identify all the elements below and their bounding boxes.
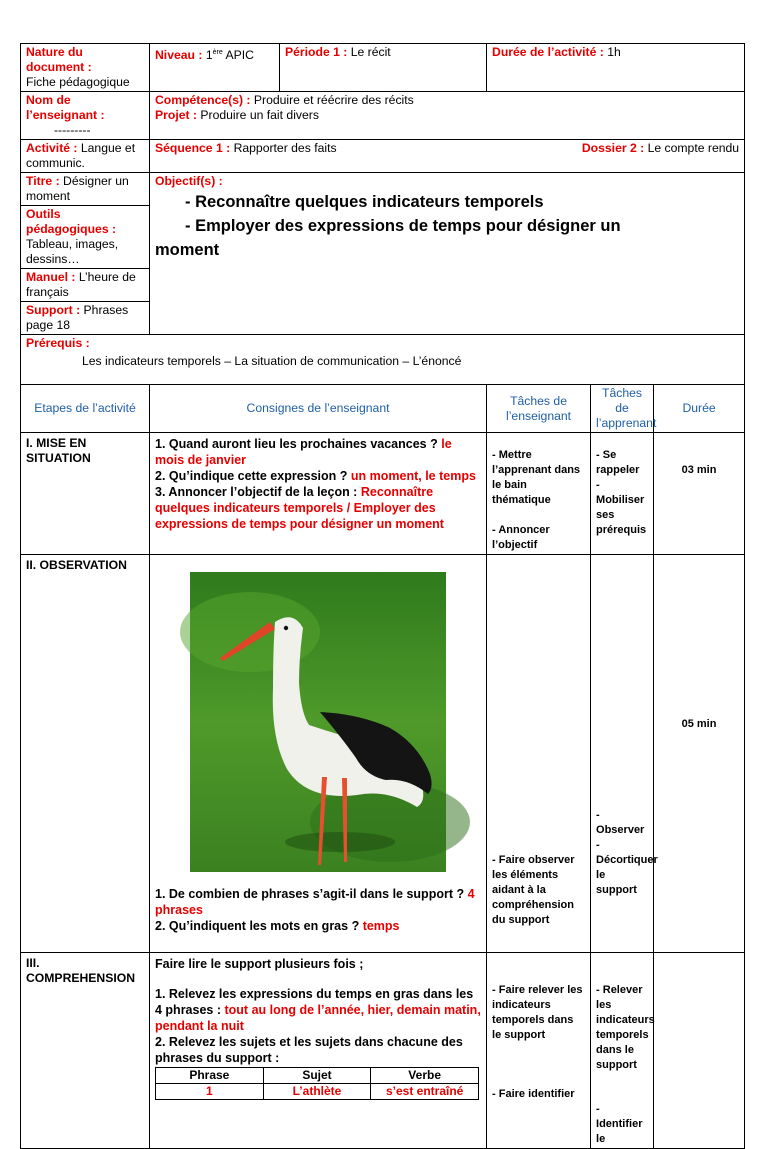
sequence-cell: [150, 140, 745, 173]
observation-app-1: - Observer: [596, 809, 645, 836]
niveau-sup: ère: [212, 49, 223, 56]
duree-activite-value: 1h: [607, 45, 621, 59]
sequence-value: Rapporter des faits: [233, 141, 337, 155]
mise-q2: 2. Qu’indique cette expression ?: [155, 469, 348, 483]
observation-taches-apprenant: [591, 555, 658, 953]
nature-label: Nature du document :: [26, 45, 92, 74]
support-cell: [21, 302, 150, 335]
observation-a2: temps: [362, 919, 400, 933]
comprehension-duree: [654, 953, 745, 1149]
objectifs-label: Objectif(s) :: [155, 174, 223, 188]
mise-taches-apprenant: [591, 433, 654, 555]
mise-q1: 1. Quand auront lieu les prochaines vacances ?: [155, 437, 438, 451]
mise-q3: 3. Annoncer l’objectif de la leçon :: [155, 485, 358, 499]
etape-mise: I. MISE EN SITUATION: [21, 433, 150, 555]
manuel-cell: [21, 269, 150, 302]
stork-photo: [190, 572, 446, 872]
col-taches-enseignant: Tâches de l’enseignant: [487, 385, 591, 433]
mise-app-2: - Mobiliser ses prérequis: [596, 479, 647, 536]
enseignant-value: ---------: [54, 123, 91, 137]
mise-consignes: [150, 433, 487, 555]
objectif-2-continued: moment: [155, 241, 220, 259]
mise-taches-enseignant: [487, 433, 591, 555]
comprehension-q1: 1. Relevez les expressions du temps en gras dans les 4 phrases :: [155, 987, 474, 1017]
dossier-label: Dossier 2 :: [581, 141, 645, 155]
comprehension-q2: 2. Relevez les sujets et les sujets dans chacune des phrases du support :: [155, 1035, 463, 1065]
comprehension-ens-1: - Faire relever les indicateurs temporels dans le support: [492, 984, 583, 1041]
etape-observation: II. OBSERVATION: [21, 555, 150, 953]
mise-a3: Reconnaître quelques indicateurs temporels / Employer des expressions de temps pour désigner un moment: [155, 485, 444, 531]
comprehension-ens-2: - Faire identifier: [492, 1088, 575, 1100]
manuel-label: Manuel :: [26, 270, 76, 284]
mise-duree: 03 min: [654, 433, 745, 555]
svt-row1-sujet: L’athlète: [263, 1084, 371, 1100]
periode-value: Le récit: [350, 45, 391, 59]
comprehension-taches-enseignant: [487, 953, 591, 1149]
activite-value: Langue et communic.: [26, 141, 136, 170]
outils-value: Tableau, images, dessins…: [26, 237, 119, 266]
col-etapes: Etapes de l’activité: [21, 385, 150, 433]
svt-header-phrase: Phrase: [156, 1068, 264, 1084]
enseignant-cell: [21, 92, 150, 140]
sequence-label: Séquence 1 :: [155, 141, 231, 155]
periode-label: Période 1 :: [285, 45, 348, 59]
lesson-table: [20, 43, 745, 1149]
nature-value: Fiche pédagogique: [26, 75, 130, 89]
lesson-sheet: [20, 43, 744, 1145]
subject-verb-table: [155, 1067, 479, 1100]
comprehension-a1: tout au long de l’année, hier, demain matin, pendant la nuit: [155, 1003, 481, 1033]
enseignant-label: Nom de l’enseignant :: [26, 93, 105, 122]
prerequis-value: Les indicateurs temporels – La situation de communication – L’énoncé: [82, 354, 462, 368]
svt-header-verbe: Verbe: [371, 1068, 479, 1084]
activite-cell: [21, 140, 150, 173]
competence-value: Produire et réécrire des récits: [253, 93, 414, 107]
svt-row1-verbe: s’est entraîné: [371, 1084, 479, 1100]
projet-label: Projet :: [155, 108, 197, 122]
duree-activite-label: Durée de l’activité :: [492, 45, 604, 59]
titre-value: Désigner un moment: [26, 174, 129, 203]
niveau-value: APIC: [225, 48, 254, 63]
observation-app-2: - Décortiquer le support: [596, 839, 658, 896]
col-consignes: Consignes de l’enseignant: [150, 385, 487, 433]
nature-cell: [21, 44, 150, 92]
objectif-1: - Reconnaître quelques indicateurs temporels: [185, 193, 544, 211]
objectifs-cell: [150, 173, 745, 335]
svt-row1-phrase: 1: [156, 1084, 264, 1100]
titre-cell: [21, 173, 150, 206]
projet-value: Produire un fait divers: [200, 108, 319, 122]
titre-label: Titre :: [26, 174, 60, 188]
observation-q1: 1. De combien de phrases s’agit-il dans le support ?: [155, 887, 465, 901]
niveau-number: 1: [205, 48, 213, 63]
observation-consignes: [150, 555, 487, 953]
col-taches-apprenant: Tâches de l’apprenant: [591, 385, 654, 433]
col-duree: Durée: [654, 385, 745, 433]
comprehension-app-2: - Identifier le: [596, 1103, 643, 1145]
activite-label: Activité :: [26, 141, 78, 155]
mise-app-1: - Se rappeler: [596, 449, 640, 476]
competence-label: Compétence(s) :: [155, 93, 251, 107]
svt-header-sujet: Sujet: [263, 1068, 371, 1084]
objectif-2: - Employer des expressions de temps pour désigner un: [185, 217, 621, 235]
outils-label: Outils pédagogiques :: [26, 207, 117, 236]
prerequis-cell: [21, 335, 745, 385]
manuel-value: L’heure de français: [26, 270, 136, 299]
support-label: Support :: [26, 303, 81, 317]
niveau-label: Niveau :: [155, 48, 203, 63]
mise-a2: un moment, le temps: [350, 469, 476, 483]
observation-q2: 2. Qu’indiquent les mots en gras ?: [155, 919, 360, 933]
periode-cell: [280, 44, 487, 92]
duree-activite-cell: [487, 44, 745, 92]
comprehension-consignes: [150, 953, 487, 1149]
niveau-cell: [150, 44, 280, 92]
comprehension-app-1: - Relever les indicateurs temporels dans le support: [596, 984, 655, 1071]
competence-cell: [150, 92, 745, 140]
mise-ens-1: - Mettre l’apprenant dans le bain thématique: [492, 449, 581, 506]
mise-a1: le mois de janvier: [155, 437, 452, 467]
comprehension-intro: Faire lire le support plusieurs fois ;: [155, 957, 364, 971]
support-value: Phrases page 18: [26, 303, 129, 332]
comprehension-taches-apprenant: [591, 953, 654, 1149]
mise-ens-2: - Annoncer l’objectif: [492, 524, 550, 551]
observation-taches-enseignant: - Faire observer les éléments aidant à la compréhension du support: [487, 555, 591, 953]
table-row: [156, 1084, 479, 1100]
dossier-value: Le compte rendu: [647, 141, 740, 155]
observation-duree: 05 min: [654, 555, 745, 953]
etape-comprehension: III. COMPREHENSION: [21, 953, 150, 1149]
observation-a1: 4 phrases: [155, 887, 475, 917]
prerequis-label: Prérequis :: [26, 336, 90, 350]
outils-cell: [21, 206, 150, 269]
